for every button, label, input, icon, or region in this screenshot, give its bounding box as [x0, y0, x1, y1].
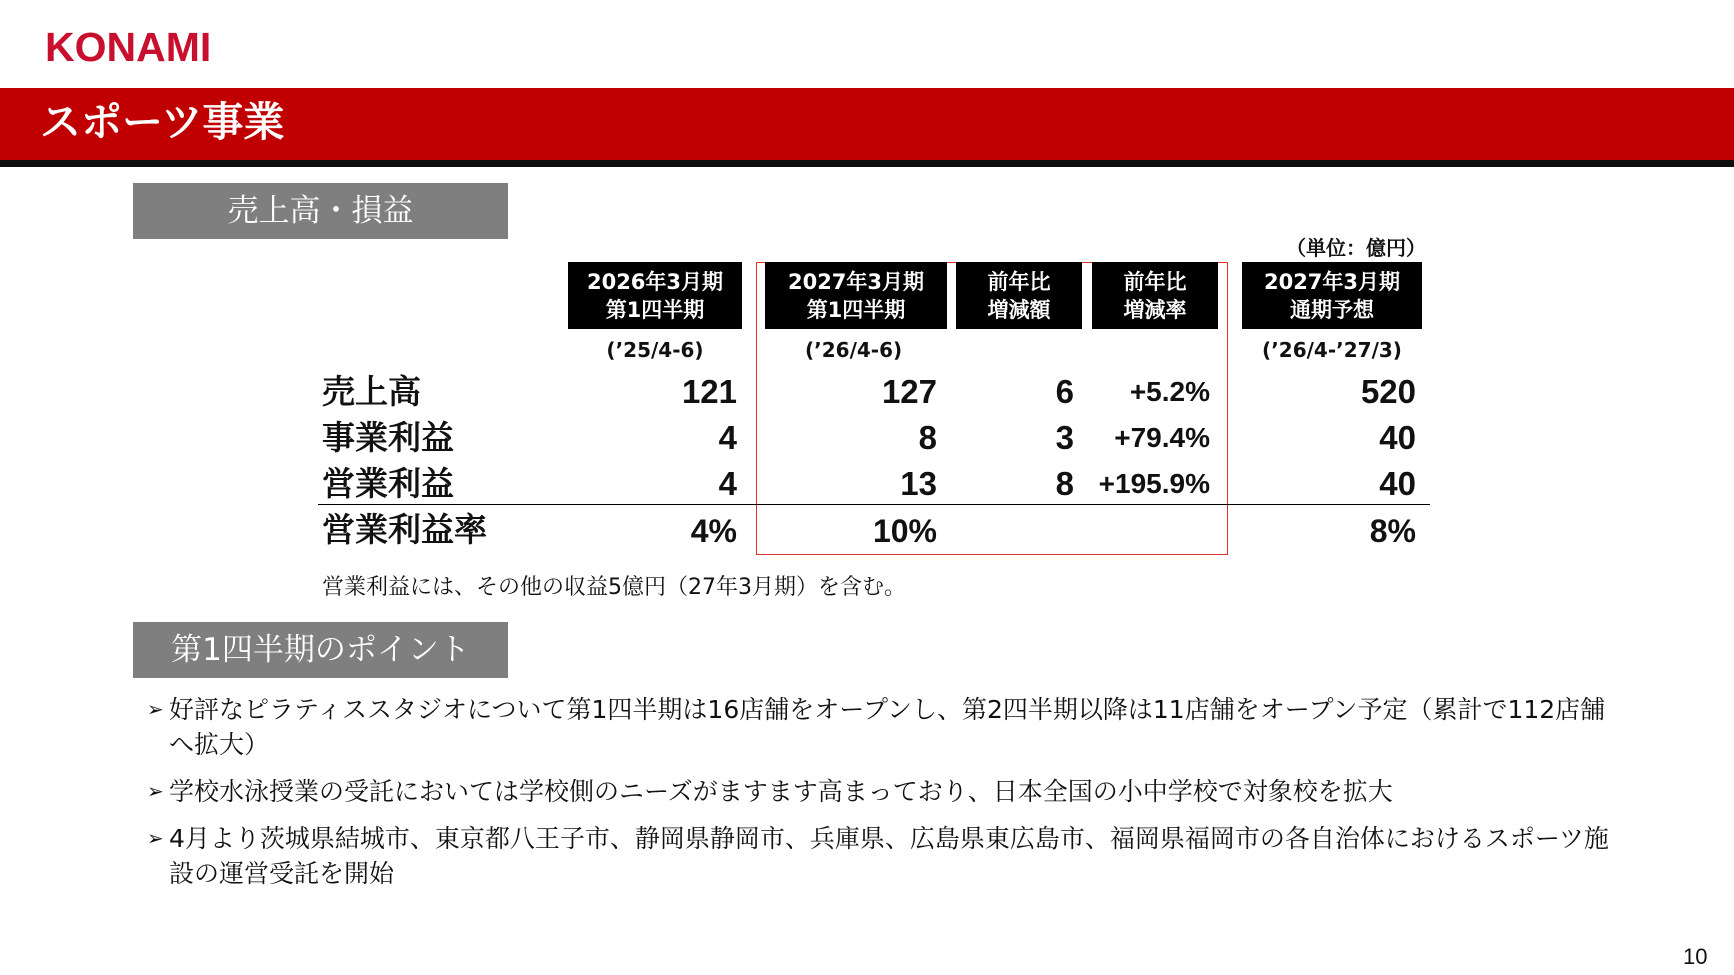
points-list: [147, 692, 1617, 903]
points-section-label: 第1四半期のポイント: [133, 622, 508, 678]
arrow-bullet-icon: ➢: [147, 826, 164, 850]
row-label-sales: 売上高: [322, 372, 421, 411]
column-header-curr-q1: [765, 262, 947, 329]
list-item: [147, 821, 1617, 891]
point-text: 4月より茨城県結城市、東京都八王子市、静岡県静岡市、兵庫県、広島県東広島市、福岡県福岡市の各自治体におけるスポーツ施設の運営受託を開始: [169, 824, 1609, 888]
column-header-line1: 前年比: [987, 270, 1051, 294]
row-label-operating-income: 営業利益: [322, 464, 454, 503]
column-header-line1: 2026年3月期: [586, 270, 724, 294]
financials-section-label: 売上高・損益: [133, 183, 508, 239]
row-label-business-profit: 事業利益: [322, 418, 454, 457]
column-header-full-year-forecast: [1242, 262, 1422, 329]
cell-value: 4%: [690, 513, 737, 549]
page-title: スポーツ事業: [40, 98, 285, 146]
column-header-yoy-rate: [1092, 262, 1218, 329]
cell-value: 40: [1379, 465, 1416, 502]
page-number: 10: [1683, 944, 1708, 969]
cell-value: 8%: [1369, 513, 1416, 549]
cell-value: 520: [1360, 373, 1416, 410]
cell-value: 13: [900, 465, 937, 502]
column-header-line1: 2027年3月期: [1263, 270, 1401, 294]
cell-value: 121: [681, 373, 737, 410]
period-curr-q1: (’26/4-6): [805, 338, 903, 362]
column-header-line2: 増減率: [1123, 298, 1187, 322]
cell-value: 3: [1055, 419, 1074, 456]
row-label-operating-margin: 営業利益率: [322, 510, 487, 549]
column-header-line1: 前年比: [1123, 270, 1187, 294]
footnote: 営業利益には、その他の収益5億円（27年3月期）を含む。: [322, 575, 906, 600]
column-header-line2: 第1四半期: [806, 298, 906, 322]
cell-value: +5.2%: [1129, 376, 1210, 407]
cell-value: 127: [881, 373, 937, 410]
cell-value: 6: [1055, 373, 1074, 410]
arrow-bullet-icon: ➢: [147, 697, 164, 721]
table-divider: [318, 504, 1430, 505]
unit-label: （単位：億円）: [1286, 236, 1426, 260]
column-header-line2: 通期予想: [1290, 298, 1374, 322]
period-full-year: (’26/4-’27/3): [1262, 338, 1402, 362]
cell-value: +195.9%: [1098, 468, 1210, 499]
point-text: 学校水泳授業の受託においては学校側のニーズがますます高まっており、日本全国の小中学校で対象校を拡大: [169, 777, 1393, 806]
list-item: [147, 692, 1617, 762]
cell-value: 40: [1379, 419, 1416, 456]
cell-value: 8: [1055, 465, 1074, 502]
cell-value: 4: [718, 465, 737, 502]
cell-value: 8: [918, 419, 937, 456]
column-header-line2: 増減額: [987, 298, 1051, 322]
column-header-line1: 2027年3月期: [787, 270, 925, 294]
cell-value: +79.4%: [1114, 422, 1210, 453]
cell-value: 10%: [872, 513, 937, 549]
period-prev-q1: (’25/4-6): [606, 338, 704, 362]
cell-value: 4: [718, 419, 737, 456]
column-header-yoy-amount: [956, 262, 1082, 329]
konami-logo: KONAMI: [45, 24, 212, 70]
title-bar: [0, 88, 1734, 167]
list-item: [147, 774, 1617, 809]
point-text: 好評なピラティススタジオについて第1四半期は16店舗をオープンし、第2四半期以降は11店舗をオープン予定（累計で112店舗へ拡大）: [169, 695, 1606, 759]
column-header-prev-q1: [568, 262, 742, 329]
arrow-bullet-icon: ➢: [147, 779, 164, 803]
column-header-line2: 第1四半期: [605, 298, 705, 322]
